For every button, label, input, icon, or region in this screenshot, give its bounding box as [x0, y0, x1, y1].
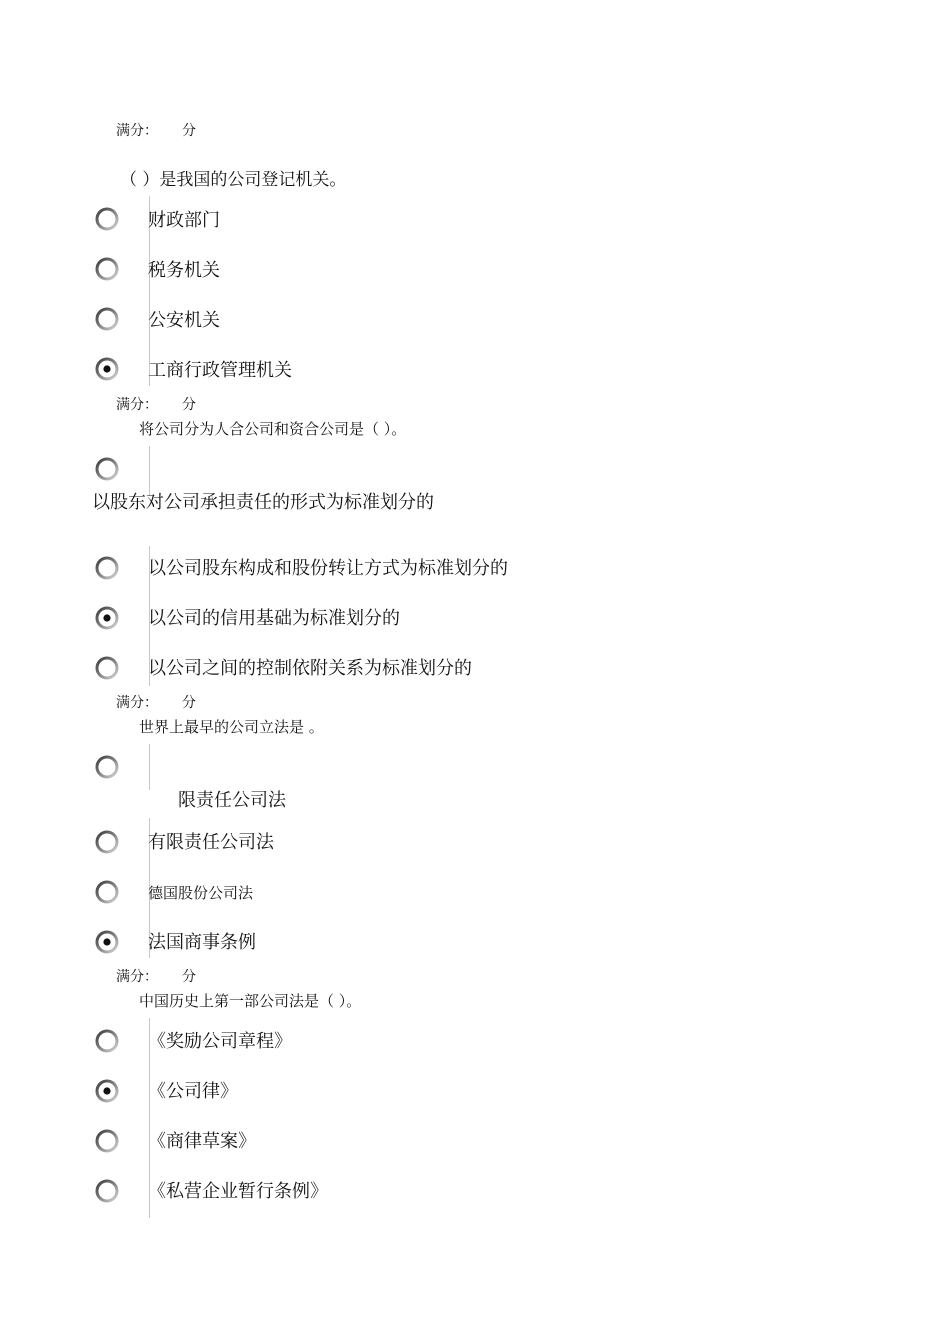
radio-button[interactable]: [94, 456, 120, 482]
radio-circle-icon: [94, 256, 120, 282]
option-label[interactable]: 《奖励公司章程》: [148, 1031, 292, 1052]
radio-button[interactable]: [94, 655, 120, 681]
radio-button[interactable]: [94, 1028, 120, 1054]
score-label: 满分：: [116, 123, 158, 139]
radio-circle-icon: [94, 829, 120, 855]
radio-circle-icon: [94, 754, 120, 780]
score-unit: 分: [182, 123, 196, 139]
score-line: [116, 394, 236, 414]
radio-circle-icon: [94, 1178, 120, 1204]
score-unit: 分: [182, 695, 196, 711]
radio-button[interactable]: [94, 555, 120, 581]
radio-selected-icon: [94, 605, 120, 631]
radio-selected-icon: [94, 1078, 120, 1104]
question-text: 将公司分为人合公司和资合公司是（ ）。: [139, 420, 407, 438]
option-label[interactable]: 德国股份公司法: [148, 884, 254, 902]
option-label[interactable]: 《私营企业暂行条例》: [148, 1181, 328, 1202]
question-text: （ ）是我国的公司登记机关。: [120, 170, 347, 190]
radio-button-selected[interactable]: [94, 929, 120, 955]
score-unit: 分: [182, 969, 196, 985]
score-unit: 分: [182, 397, 196, 413]
option-label[interactable]: 有限责任公司法: [148, 832, 274, 853]
radio-button-selected[interactable]: [94, 605, 120, 631]
question-text: 世界上最早的公司立法是 。: [139, 718, 324, 736]
option-label[interactable]: 以公司股东构成和股份转让方式为标准划分的: [148, 558, 508, 579]
option-label[interactable]: 《商律草案》: [148, 1131, 256, 1152]
option-label[interactable]: 法国商事条例: [148, 932, 256, 953]
radio-button[interactable]: [94, 256, 120, 282]
radio-circle-icon: [94, 456, 120, 482]
score-label: 满分：: [116, 969, 158, 985]
radio-selected-icon: [94, 356, 120, 382]
radio-button-selected[interactable]: [94, 356, 120, 382]
option-label[interactable]: 以股东对公司承担责任的形式为标准划分的: [92, 492, 434, 513]
radio-circle-icon: [94, 1028, 120, 1054]
divider-line: [149, 744, 150, 790]
radio-button[interactable]: [94, 754, 120, 780]
radio-selected-icon: [94, 929, 120, 955]
option-label[interactable]: 以公司的信用基础为标准划分的: [148, 608, 400, 629]
radio-button[interactable]: [94, 879, 120, 905]
option-label[interactable]: 税务机关: [148, 260, 220, 281]
radio-button-selected[interactable]: [94, 1078, 120, 1104]
score-label: 满分：: [116, 695, 158, 711]
radio-circle-icon: [94, 879, 120, 905]
radio-button[interactable]: [94, 1128, 120, 1154]
radio-circle-icon: [94, 1128, 120, 1154]
option-label[interactable]: 《公司律》: [148, 1081, 238, 1102]
score-line: [116, 966, 236, 986]
radio-button[interactable]: [94, 829, 120, 855]
option-label[interactable]: 工商行政管理机关: [148, 360, 292, 381]
radio-button[interactable]: [94, 1178, 120, 1204]
radio-button[interactable]: [94, 306, 120, 332]
option-label[interactable]: 限责任公司法: [178, 790, 286, 811]
option-label[interactable]: 以公司之间的控制依附关系为标准划分的: [148, 658, 472, 679]
option-label[interactable]: 财政部门: [148, 210, 220, 231]
radio-circle-icon: [94, 555, 120, 581]
radio-button[interactable]: [94, 206, 120, 232]
score-label: 满分：: [116, 397, 158, 413]
option-label[interactable]: 公安机关: [148, 310, 220, 331]
question-text: 中国历史上第一部公司法是（ ）。: [139, 992, 362, 1010]
radio-circle-icon: [94, 306, 120, 332]
score-line: [116, 120, 236, 140]
score-line: [116, 692, 236, 712]
radio-circle-icon: [94, 655, 120, 681]
radio-circle-icon: [94, 206, 120, 232]
